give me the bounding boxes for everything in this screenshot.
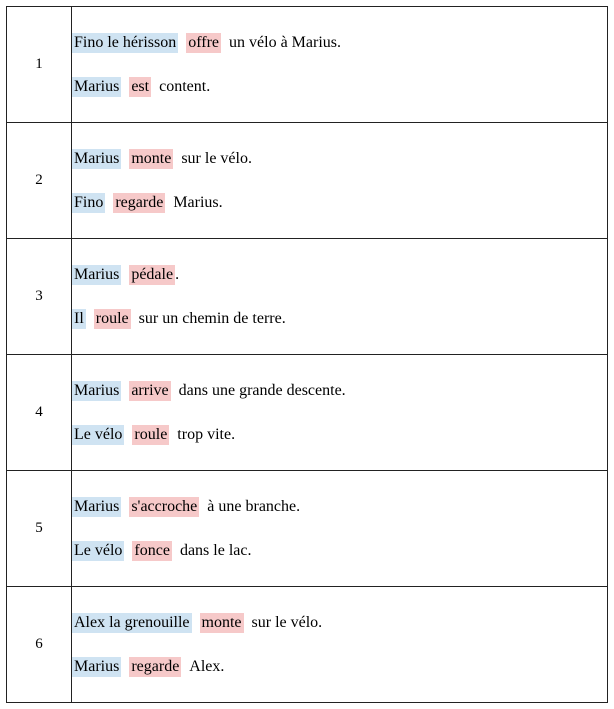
verb-highlight: pédale xyxy=(131,265,174,283)
sentence-rest: dans une grande descente. xyxy=(178,381,346,399)
sentence-rest: Alex. xyxy=(189,657,225,675)
row-content xyxy=(72,123,608,239)
row-content xyxy=(72,7,608,123)
table-row xyxy=(7,471,608,587)
subject-highlight: Marius xyxy=(74,77,120,95)
subject-highlight: Le vélo xyxy=(74,541,123,559)
subject-highlight: Marius xyxy=(74,497,120,515)
row-number: 3 xyxy=(7,239,72,355)
sentence xyxy=(72,309,607,329)
sentence-rest: un vélo à Marius. xyxy=(229,33,341,51)
verb-highlight: s'accroche xyxy=(131,497,198,515)
subject-highlight: Fino xyxy=(74,193,104,211)
row-number: 6 xyxy=(7,587,72,703)
table-row xyxy=(7,355,608,471)
verb-highlight: arrive xyxy=(131,381,169,399)
sentence-rest: content. xyxy=(159,77,211,95)
subject-highlight: Fino le hérisson xyxy=(74,33,177,51)
verb-highlight: regarde xyxy=(131,657,180,675)
sentence xyxy=(72,149,607,169)
sentence xyxy=(72,497,607,517)
sentence xyxy=(72,33,607,53)
verb-highlight: regarde xyxy=(115,193,164,211)
verb-highlight: roule xyxy=(134,425,168,443)
verb-highlight: est xyxy=(131,77,150,95)
sentence xyxy=(72,265,607,285)
row-number: 4 xyxy=(7,355,72,471)
subject-highlight: Marius xyxy=(74,149,120,167)
sentence-rest: trop vite. xyxy=(177,425,236,443)
sentence-rest: sur un chemin de terre. xyxy=(138,309,286,327)
subject-highlight: Marius xyxy=(74,657,120,675)
verb-highlight: monte xyxy=(201,613,242,631)
sentence xyxy=(72,425,607,445)
subject-highlight: Il xyxy=(74,309,84,327)
row-content xyxy=(72,355,608,471)
subject-highlight: Marius xyxy=(74,265,120,283)
table-row xyxy=(7,123,608,239)
row-content xyxy=(72,471,608,587)
sentence xyxy=(72,77,607,97)
sentence xyxy=(72,193,607,213)
verb-highlight: fonce xyxy=(134,541,170,559)
sentence xyxy=(72,613,607,633)
story-table xyxy=(6,6,608,703)
sentence xyxy=(72,381,607,401)
sentence-rest: . xyxy=(175,265,180,283)
sentence-rest: à une branche. xyxy=(207,497,301,515)
verb-highlight: monte xyxy=(131,149,172,167)
sentence-rest: dans le lac. xyxy=(179,541,252,559)
subject-highlight: Marius xyxy=(74,381,120,399)
row-content xyxy=(72,587,608,703)
row-content xyxy=(72,239,608,355)
table-row xyxy=(7,587,608,703)
verb-highlight: roule xyxy=(95,309,129,327)
subject-highlight: Alex la grenouille xyxy=(74,613,190,631)
row-number: 2 xyxy=(7,123,72,239)
story-sheet xyxy=(6,6,608,704)
subject-highlight: Le vélo xyxy=(74,425,123,443)
verb-highlight: offre xyxy=(188,33,220,51)
sentence-rest: Marius. xyxy=(173,193,223,211)
table-row xyxy=(7,239,608,355)
sentence-rest: sur le vélo. xyxy=(181,149,252,167)
row-number: 5 xyxy=(7,471,72,587)
row-number: 1 xyxy=(7,7,72,123)
table-row xyxy=(7,7,608,123)
sentence xyxy=(72,657,607,677)
sentence-rest: sur le vélo. xyxy=(251,613,323,631)
sentence xyxy=(72,541,607,561)
